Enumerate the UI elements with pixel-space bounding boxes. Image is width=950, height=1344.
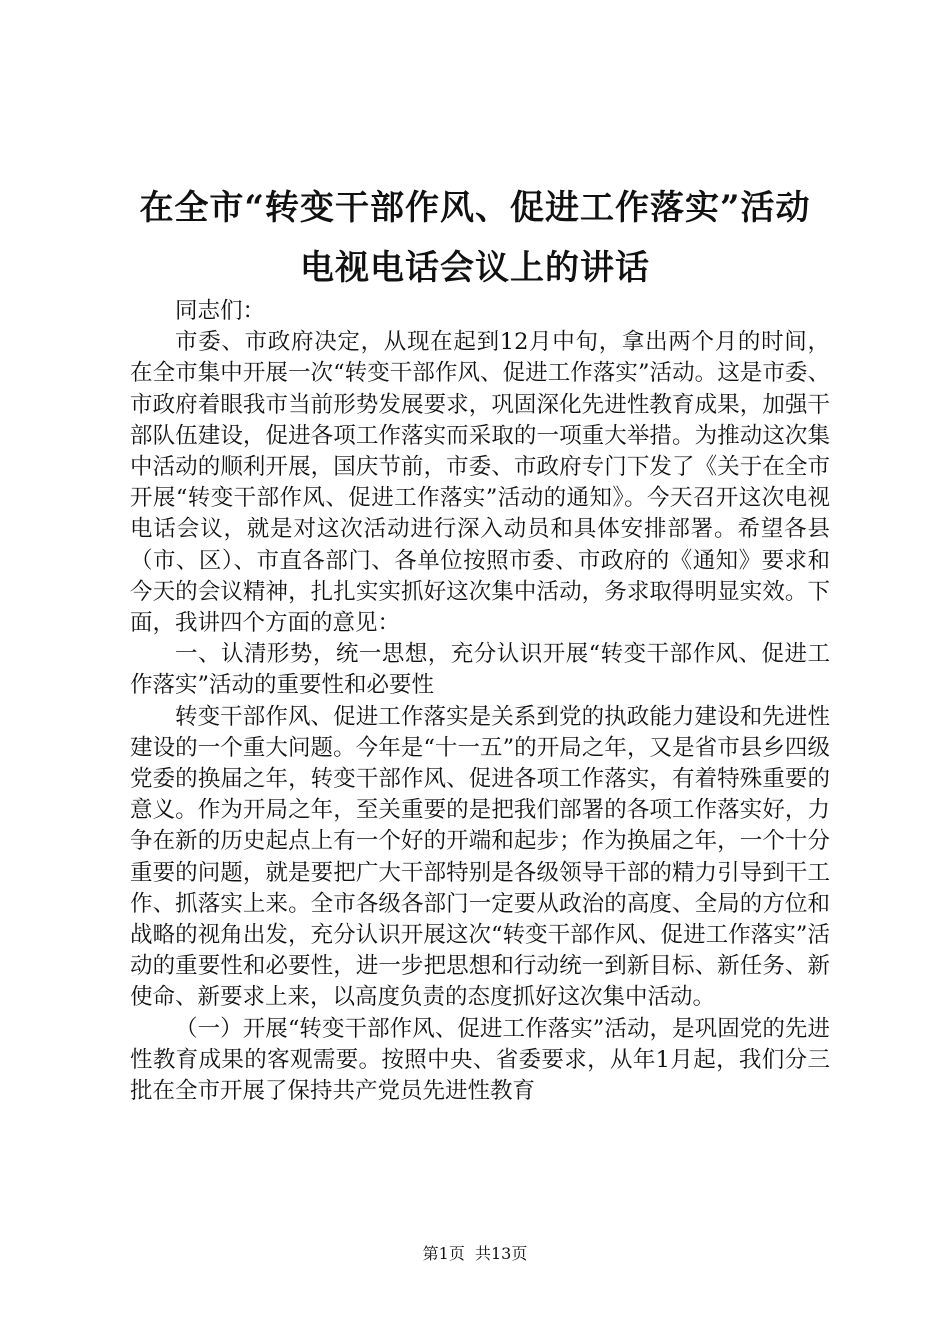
salutation: 同志们： [175,298,266,324]
paragraph-subsection-1: （一）开展“转变干部作风、促进工作落实”活动，是巩固党的先进性教育成果的客观需要。按照中央、省委要求，从年1月起，我们分三批在全市开展了保持共产党员先进性教育 [130,1015,830,1105]
document-body [130,296,830,1107]
paragraph-intro: 市委、市政府决定，从现在起到12月中旬，拿出两个月的时间，在全市集中开展一次“转变干部作风、促进工作落实”活动。这是市委、市政府着眼我市当前形势发展要求，巩固深化先进性教育成果，加强干部队伍建设，促进各项工作落实而采取的一项重大举措。为推动这次集中活动的顺利开展，国庆节前，市委、市政府专门下发了《关于在全市开展“转变干部作风、促进工作落实”活动的通知》。今天召开这次电视电话会议，就是对这次活动进行深入动员和具体安排部署。希望各县（市、区）、市直各部门、各单位按照市委、市政府的《通知》要求和今天的会议精神，扎扎实实抓好这次集中活动，务求取得明显实效。下面，我讲四个方面的意见： [130,329,830,637]
paragraph-section-1: 转变干部作风、促进工作落实是关系到党的执政能力建设和先进性建设的一个重大问题。今年是“十一五”的开局之年，又是省市县乡四级党委的换届之年，转变干部作风、促进各项工作落实，有着特殊重要的意义。作为开局之年，至关重要的是把我们部署的各项工作落实好，力争在新的历史起点上有一个好的开端和起步；作为换届之年，一个十分重要的问题，就是要把广大干部特别是各级领导干部的精力引导到干工作、抓落实上来。全市各级各部门一定要从政治的高度、全局的方位和战略的视角出发，充分认识开展这次“转变干部作风、促进工作落实”活动的重要性和必要性，进一步把思想和行动统一到新目标、新任务、新使命、新要求上来，以高度负责的态度抓好这次集中活动。 [130,703,830,1011]
document-title-line-1: 在全市“转变干部作风、促进工作落实”活动 [139,188,811,228]
section-heading-1: 一、认清形势，统一思想，充分认识开展“转变干部作风、促进工作落实”活动的重要性和必要性 [130,641,830,699]
document-title-line-2: 电视电话会议上的讲话 [300,248,650,288]
page-footer: 第1页 共13页 [422,1244,528,1263]
